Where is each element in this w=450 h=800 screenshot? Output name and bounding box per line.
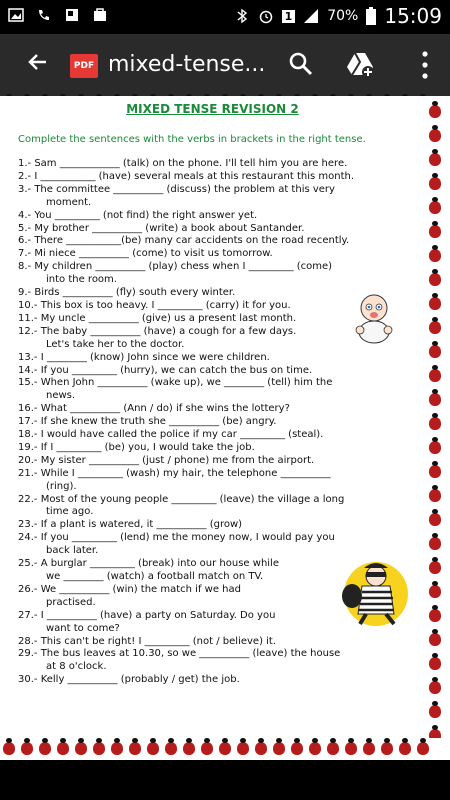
exercise-line: 26.- We __________ (win) the match if we had <box>18 583 241 595</box>
exercise-line: 28.- This can't be right! I _________ (not / believe) it. <box>18 635 277 647</box>
exercise-line: 29.- The bus leaves at 10.30, so we __________ (leave) the house <box>18 648 341 660</box>
exercise-line: 15.- When John __________ (wake up), we ________ (tell) him the <box>18 377 333 389</box>
exercise-line: 11.- My uncle __________ (give) us a present last month. <box>18 312 297 324</box>
exercise-line: 8.- My children __________ (play) chess when I _________ (come) <box>18 261 333 273</box>
exercise-line: 23.- If a plant is watered, it __________ (grow) <box>18 519 243 531</box>
drive-add-icon[interactable] <box>345 51 375 79</box>
ladybug-border-bottom <box>0 738 450 760</box>
status-right <box>234 4 442 28</box>
exercise-line: 20.- My sister __________ (just / phone) me from the airport. <box>18 454 315 466</box>
clock: 15:09 <box>384 4 442 28</box>
exercise-line: 1.- Sam ____________ (talk) on the phone. I'll tell him you are here. <box>18 158 348 169</box>
signal-icon <box>303 8 319 24</box>
status-bar <box>0 0 450 34</box>
sim-badge: 1 <box>282 10 296 23</box>
back-button[interactable] <box>26 50 50 79</box>
exercise-line: 17.- If she knew the truth she __________ (be) angry. <box>18 416 277 428</box>
exercise-line: we ________ (watch) a football match on TV. <box>46 571 264 582</box>
exercise-line: 13.- I ________ (know) John since we were children. <box>18 351 270 363</box>
exercise-line: 6.- There ___________(be) many car accidents on the road recently. <box>18 235 350 247</box>
pdf-page[interactable] <box>0 96 450 760</box>
alarm-icon <box>258 8 274 24</box>
exercise-line: Let's take her to the doctor. <box>46 338 185 350</box>
app-bar <box>0 34 450 96</box>
exercise-line: news. <box>46 390 76 402</box>
exercise-line: 5.- My brother __________ (write) a book about Santander. <box>18 222 305 234</box>
search-icon[interactable] <box>288 51 314 77</box>
worksheet-instructions: Complete the sentences with the verbs in brackets in the right tense. <box>18 134 366 145</box>
missed-call-icon <box>36 7 52 23</box>
exercise-line: 9.- Birds __________ (fly) south every winter. <box>18 287 236 299</box>
exercise-line: 24.- If you _________ (lend) me the money now, I would pay you <box>18 532 335 544</box>
ladybug-border-right <box>424 96 446 760</box>
exercise-line: into the room. <box>46 274 117 286</box>
battery-icon <box>366 7 376 25</box>
battery-percent: 70% <box>327 8 359 24</box>
exercise-line: (ring). <box>46 480 77 492</box>
exercise-line: 27.- I __________ (have) a party on Saturday. Do you <box>18 609 276 621</box>
baby-illustration <box>351 292 397 344</box>
exercise-line: 12.- The baby __________ (have) a cough for a few days. <box>18 325 297 337</box>
gallery-icon <box>64 7 80 23</box>
exercise-line: 21.- While I _________ (wash) my hair, the telephone __________ <box>18 467 331 479</box>
bag-icon <box>92 7 108 23</box>
exercise-line: 4.- You _________ (not find) the right answer yet. <box>18 209 258 221</box>
exercise-line: 2.- I ___________ (have) several meals at this restaurant this month. <box>18 170 355 182</box>
bluetooth-icon <box>234 8 250 24</box>
pdf-file-icon: PDF <box>70 54 98 78</box>
document-title: mixed-tense... <box>108 52 266 77</box>
exercise-line: 14.- If you _________ (hurry), we can catch the bus on time. <box>18 364 313 376</box>
exercise-line: practised. <box>46 596 96 608</box>
exercise-line: 3.- The committee __________ (discuss) the problem at this very <box>18 183 335 195</box>
exercise-line: at 8 o'clock. <box>46 661 107 673</box>
image-icon <box>8 7 24 23</box>
exercise-line: want to come? <box>46 622 120 634</box>
exercise-line: 22.- Most of the young people _________ (leave) the village a long <box>18 493 345 505</box>
exercise-line: back later. <box>46 545 99 557</box>
more-vert-icon[interactable] <box>422 50 428 80</box>
exercise-line: 30.- Kelly __________ (probably / get) the job. <box>18 674 240 686</box>
status-left-icons <box>8 7 108 23</box>
exercise-line: 16.- What __________ (Ann / do) if she wins the lottery? <box>18 403 290 415</box>
exercise-line: 18.- I would have called the police if my car _________ (steal). <box>18 429 324 441</box>
exercise-line: 25.- A burglar _________ (break) into our house while <box>18 558 279 570</box>
exercise-line: 10.- This box is too heavy. I _________ (carry) it for you. <box>18 299 291 311</box>
arrow-left-icon <box>26 50 50 74</box>
exercise-line: 19.- If I _________ (be) you, I would take the job. <box>18 441 255 453</box>
worksheet-title: MIXED TENSE REVISION 2 <box>126 102 299 116</box>
exercise-line: time ago. <box>46 506 94 518</box>
exercise-line: 7.- Mi niece __________ (come) to visit us tomorrow. <box>18 248 273 260</box>
exercise-line: moment. <box>46 196 92 208</box>
burglar-illustration <box>338 556 410 628</box>
navigation-bar <box>0 760 450 800</box>
